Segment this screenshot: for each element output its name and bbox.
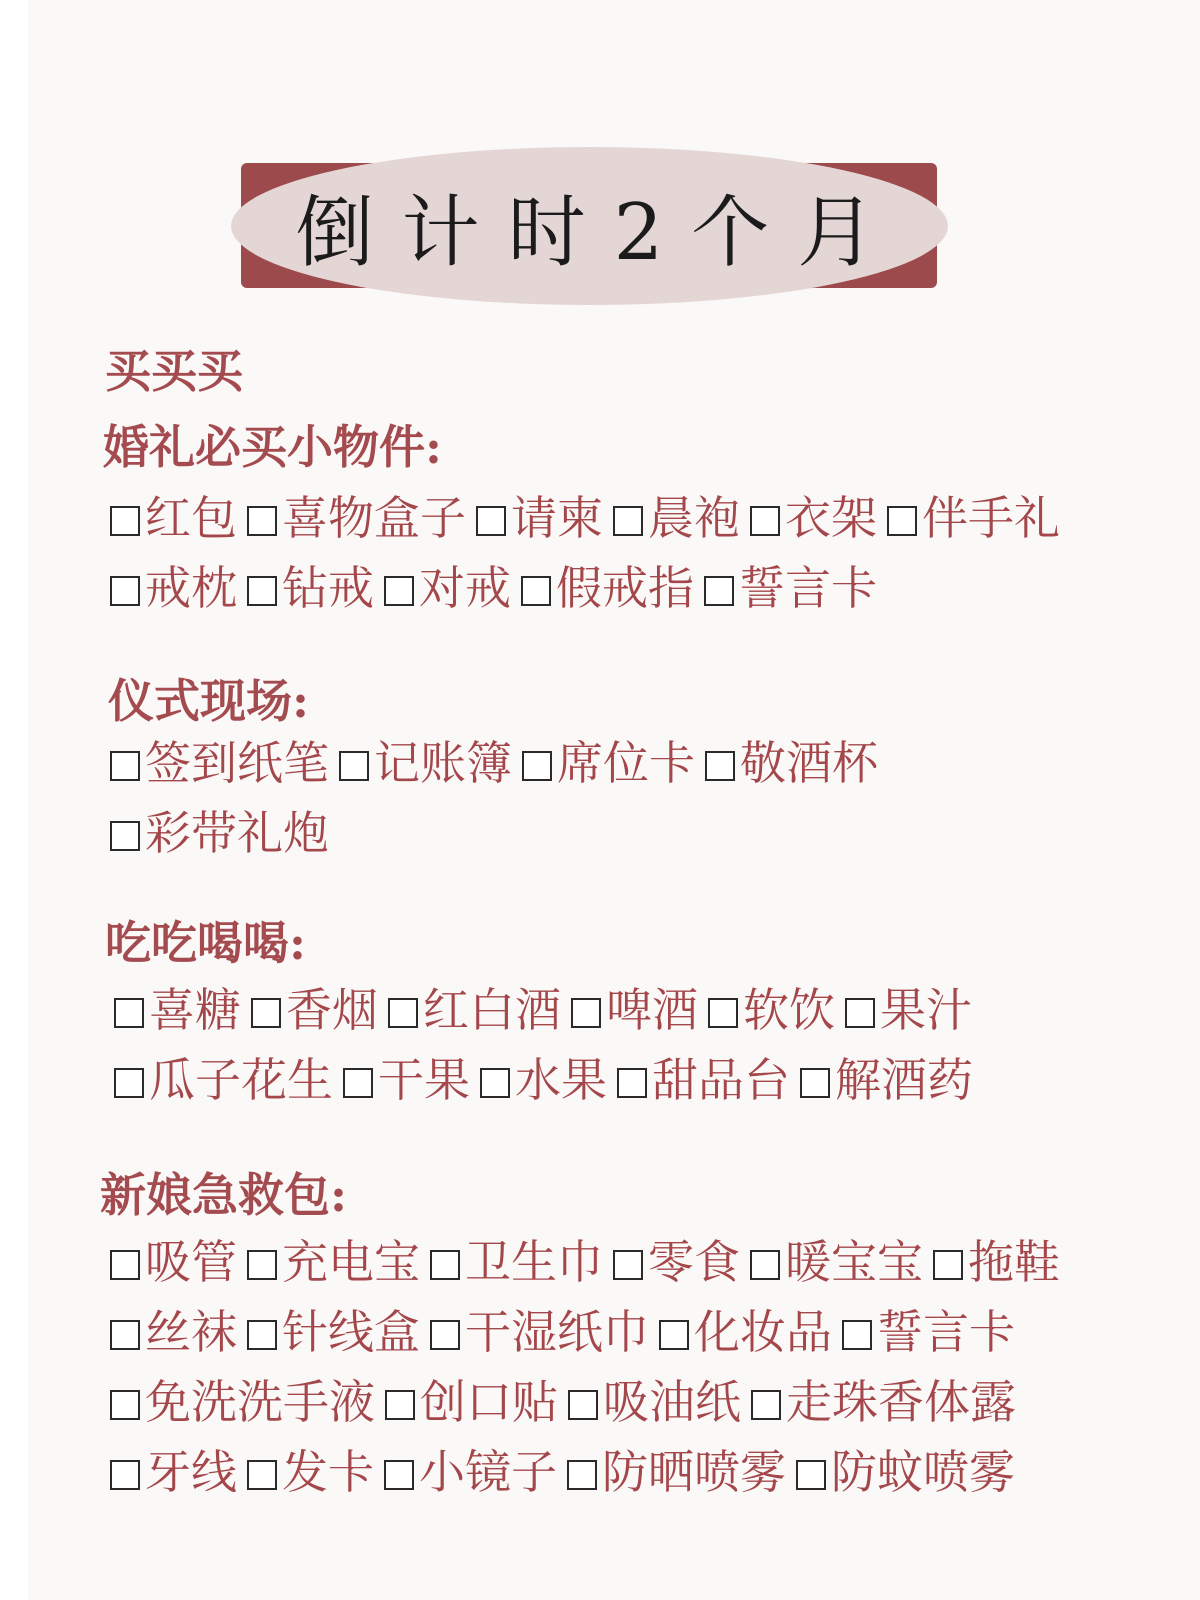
checklist-item-label: 干果 <box>378 1053 470 1107</box>
checklist-item[interactable] <box>384 561 511 615</box>
checkbox[interactable] <box>659 1320 689 1350</box>
checkbox[interactable] <box>568 1390 598 1420</box>
checkbox[interactable] <box>247 1250 277 1280</box>
checklist-item[interactable] <box>110 1445 237 1499</box>
checklist-item-label: 零食 <box>648 1235 740 1289</box>
checklist-item[interactable] <box>845 983 972 1037</box>
checklist-item-label: 红白酒 <box>423 983 561 1037</box>
checkbox[interactable] <box>247 1460 277 1490</box>
checkbox[interactable] <box>247 1320 277 1350</box>
checklist-item-label: 吸油纸 <box>603 1375 741 1429</box>
checklist-item[interactable] <box>751 1375 1016 1429</box>
checklist-item[interactable] <box>110 1235 237 1289</box>
checklist-line <box>110 1445 1025 1499</box>
checkbox[interactable] <box>571 998 601 1028</box>
checklist-item[interactable] <box>110 806 329 860</box>
checklist-item[interactable] <box>247 1305 420 1359</box>
checkbox[interactable] <box>110 1390 140 1420</box>
checkbox[interactable] <box>114 998 144 1028</box>
main-heading: 买买买 <box>105 344 243 398</box>
checkbox[interactable] <box>617 1068 647 1098</box>
checkbox[interactable] <box>567 1460 597 1490</box>
checklist-item[interactable] <box>110 561 237 615</box>
checklist-line <box>114 1053 983 1107</box>
checklist-item[interactable] <box>385 1375 558 1429</box>
checklist-item-label: 创口贴 <box>420 1375 558 1429</box>
section-title: 吃吃喝喝: <box>105 916 306 970</box>
checklist-item-label: 钻戒 <box>282 561 374 615</box>
checklist-item-label: 彩带礼炮 <box>145 806 329 860</box>
checklist-item[interactable] <box>430 1235 603 1289</box>
checklist-item-label: 小镜子 <box>419 1445 557 1499</box>
checklist-item[interactable] <box>571 983 698 1037</box>
checklist-item[interactable] <box>480 1053 607 1107</box>
checklist-item-label: 防蚊喷雾 <box>831 1445 1015 1499</box>
checkbox[interactable] <box>251 998 281 1028</box>
checklist-item[interactable] <box>339 736 512 790</box>
checklist-item[interactable] <box>384 1445 557 1499</box>
checkbox[interactable] <box>110 576 140 606</box>
checkbox[interactable] <box>613 506 643 536</box>
checklist-item[interactable] <box>343 1053 470 1107</box>
checkbox[interactable] <box>114 1068 144 1098</box>
checklist-line <box>110 491 1070 545</box>
checklist-item[interactable] <box>796 1445 1015 1499</box>
checklist-item[interactable] <box>247 491 466 545</box>
checklist-item[interactable] <box>708 983 835 1037</box>
checkbox[interactable] <box>476 506 506 536</box>
checklist-item[interactable] <box>110 1375 375 1429</box>
checklist-item-label: 干湿纸巾 <box>465 1305 649 1359</box>
checklist-item-label: 充电宝 <box>282 1235 420 1289</box>
checklist-item-label: 对戒 <box>419 561 511 615</box>
checkbox[interactable] <box>480 1068 510 1098</box>
checklist-item-label: 誓言卡 <box>877 1305 1015 1359</box>
checkbox[interactable] <box>384 1460 414 1490</box>
checklist-item-label: 席位卡 <box>557 736 695 790</box>
checkbox[interactable] <box>343 1068 373 1098</box>
section-title: 新娘急救包: <box>100 1168 347 1222</box>
checklist-item-label: 敬酒杯 <box>740 736 878 790</box>
checklist-item-label: 甜品台 <box>652 1053 790 1107</box>
checklist-item-label: 走珠香体露 <box>786 1375 1016 1429</box>
checklist-item-label: 啤酒 <box>606 983 698 1037</box>
checklist-item-label: 发卡 <box>282 1445 374 1499</box>
checklist-item[interactable] <box>617 1053 790 1107</box>
checkbox[interactable] <box>521 576 551 606</box>
checklist-item-label: 卫生巾 <box>465 1235 603 1289</box>
checklist-line <box>110 1375 1026 1429</box>
checkbox[interactable] <box>110 751 140 781</box>
checklist-item[interactable] <box>430 1305 649 1359</box>
checklist-line <box>110 1305 1025 1359</box>
checklist-item-label: 戒枕 <box>145 561 237 615</box>
checklist-item[interactable] <box>110 1305 237 1359</box>
section-title: 仪式现场: <box>108 674 309 728</box>
checklist-item-label: 解酒药 <box>835 1053 973 1107</box>
checklist-item[interactable] <box>110 491 237 545</box>
checklist-item[interactable] <box>568 1375 741 1429</box>
checklist-item[interactable] <box>388 983 561 1037</box>
checklist-item[interactable] <box>659 1305 832 1359</box>
checklist-item-label: 暖宝宝 <box>785 1235 923 1289</box>
checkbox[interactable] <box>708 998 738 1028</box>
checklist-line <box>110 736 888 790</box>
checkbox[interactable] <box>110 821 140 851</box>
checkbox[interactable] <box>430 1320 460 1350</box>
checklist-item-label: 果汁 <box>880 983 972 1037</box>
checklist-line <box>110 561 887 615</box>
checklist-item[interactable] <box>933 1235 1060 1289</box>
checklist-item[interactable] <box>476 491 603 545</box>
checkbox[interactable] <box>110 506 140 536</box>
checkbox[interactable] <box>750 1250 780 1280</box>
checklist-item[interactable] <box>522 736 695 790</box>
checklist-item-label: 伴手礼 <box>922 491 1060 545</box>
checkbox[interactable] <box>845 998 875 1028</box>
checklist-item-label: 防晒喷雾 <box>602 1445 786 1499</box>
checkbox[interactable] <box>110 1460 140 1490</box>
checkbox[interactable] <box>385 1390 415 1420</box>
checkbox[interactable] <box>750 506 780 536</box>
checklist-item-label: 喜物盒子 <box>282 491 466 545</box>
checklist-item-label: 衣架 <box>785 491 877 545</box>
checklist-line <box>110 806 339 860</box>
checklist-item[interactable] <box>750 491 877 545</box>
checklist-item-label: 假戒指 <box>556 561 694 615</box>
checkbox[interactable] <box>522 751 552 781</box>
checklist-item-label: 晨袍 <box>648 491 740 545</box>
checkbox[interactable] <box>110 1320 140 1350</box>
checklist-item[interactable] <box>842 1305 1015 1359</box>
checklist-item-label: 牙线 <box>145 1445 237 1499</box>
checklist-item-label: 化妆品 <box>694 1305 832 1359</box>
checklist-item[interactable] <box>247 561 374 615</box>
checklist-item[interactable] <box>521 561 694 615</box>
checkbox[interactable] <box>751 1390 781 1420</box>
checkbox[interactable] <box>339 751 369 781</box>
checklist-item-label: 誓言卡 <box>739 561 877 615</box>
checkbox[interactable] <box>800 1068 830 1098</box>
checklist-item[interactable] <box>247 1235 420 1289</box>
checkbox[interactable] <box>613 1250 643 1280</box>
checklist-item[interactable] <box>567 1445 786 1499</box>
checklist-item[interactable] <box>251 983 378 1037</box>
checklist-item[interactable] <box>613 1235 740 1289</box>
checklist-item[interactable] <box>750 1235 923 1289</box>
checklist-item-label: 免洗洗手液 <box>145 1375 375 1429</box>
section-title: 婚礼必买小物件: <box>103 420 442 474</box>
checklist-item[interactable] <box>887 491 1060 545</box>
checklist-item-label: 香烟 <box>286 983 378 1037</box>
checkbox[interactable] <box>430 1250 460 1280</box>
checklist-item-label: 针线盒 <box>282 1305 420 1359</box>
checklist-item-label: 喜糖 <box>149 983 241 1037</box>
checkbox[interactable] <box>704 576 734 606</box>
checklist-item[interactable] <box>704 561 877 615</box>
checkbox[interactable] <box>247 576 277 606</box>
checkbox[interactable] <box>705 751 735 781</box>
checkbox[interactable] <box>796 1460 826 1490</box>
checklist-item-label: 记账簿 <box>374 736 512 790</box>
checkbox[interactable] <box>887 506 917 536</box>
checklist-item-label: 丝袜 <box>145 1305 237 1359</box>
checklist-item[interactable] <box>613 491 740 545</box>
checklist-line <box>114 983 982 1037</box>
checklist-item[interactable] <box>114 1053 333 1107</box>
checkbox[interactable] <box>933 1250 963 1280</box>
checkbox[interactable] <box>842 1320 872 1350</box>
checklist-item-label: 软饮 <box>743 983 835 1037</box>
checklist-item-label: 吸管 <box>145 1235 237 1289</box>
checkbox[interactable] <box>247 506 277 536</box>
checkbox[interactable] <box>110 1250 140 1280</box>
checklist-item[interactable] <box>114 983 241 1037</box>
checklist-item-label: 瓜子花生 <box>149 1053 333 1107</box>
checklist-item[interactable] <box>705 736 878 790</box>
checklist-item[interactable] <box>247 1445 374 1499</box>
checklist-item[interactable] <box>110 736 329 790</box>
page-title: 倒计时2个月 <box>295 188 904 278</box>
checklist-item-label: 红包 <box>145 491 237 545</box>
checklist-item[interactable] <box>800 1053 973 1107</box>
checklist-item-label: 请柬 <box>511 491 603 545</box>
checkbox[interactable] <box>384 576 414 606</box>
checklist-item-label: 水果 <box>515 1053 607 1107</box>
page <box>28 0 1200 1600</box>
checklist-line <box>110 1235 1070 1289</box>
checklist-item-label: 签到纸笔 <box>145 736 329 790</box>
checklist-item-label: 拖鞋 <box>968 1235 1060 1289</box>
checkbox[interactable] <box>388 998 418 1028</box>
